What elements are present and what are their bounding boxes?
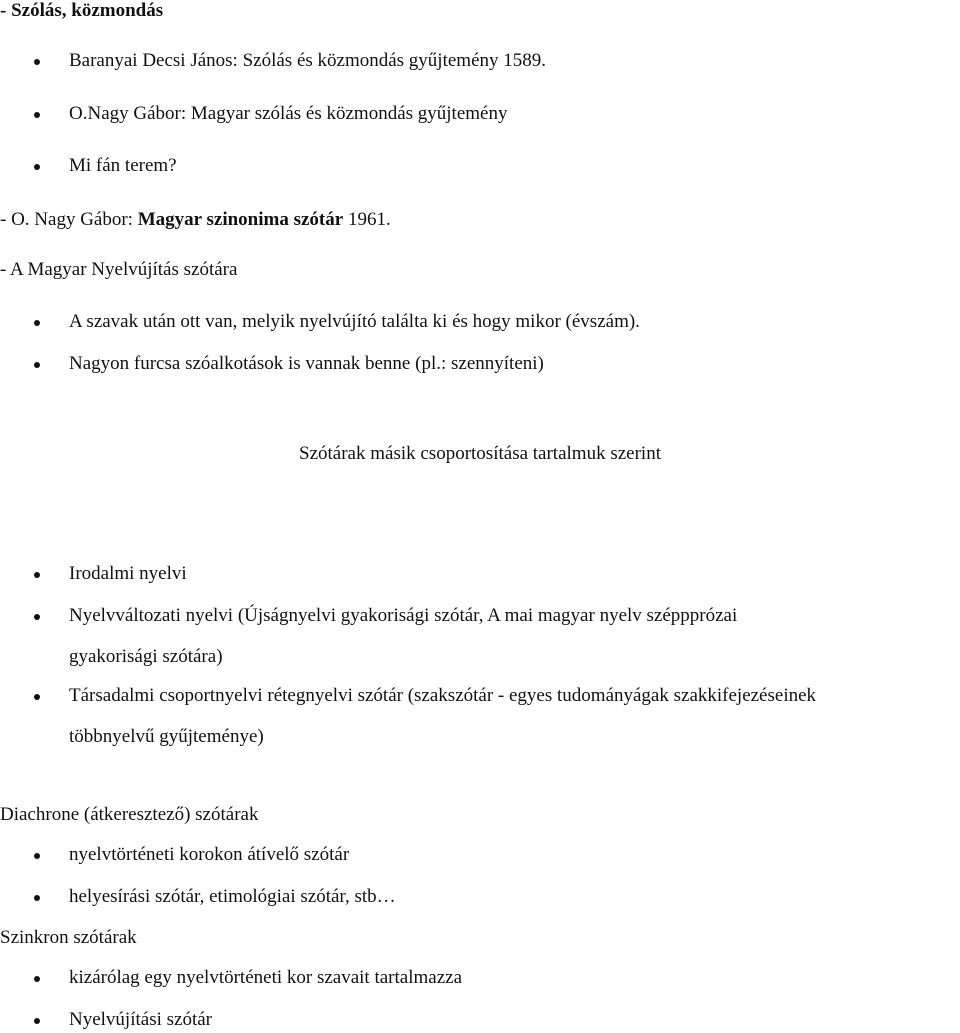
- bullet-icon: [34, 112, 40, 118]
- line-suffix: 1961.: [343, 209, 391, 230]
- bullet-icon: [34, 362, 40, 368]
- list-item-text: Nyelvváltozati nyelvi (Újságnyelvi gyakorisági szótár, A mai magyar nyelv széppprózai: [69, 605, 738, 626]
- bullet-icon: [34, 694, 40, 700]
- list-item-text: helyesírási szótár, etimológiai szótár, stb…: [69, 886, 396, 907]
- heading-diachrone: Diachrone (átkeresztező) szótárak: [0, 804, 259, 825]
- heading-nyelvujitas-szotara: [0, 259, 237, 281]
- line-szinonima-szotar: [0, 209, 391, 231]
- list-item-text: nyelvtörténeti korokon átívelő szótár: [69, 844, 350, 865]
- line-prefix: - O. Nagy Gábor:: [0, 209, 138, 230]
- heading-text: - Szólás, közmondás: [0, 0, 164, 21]
- list-item-text: Nyelvújítási szótár: [69, 1009, 212, 1030]
- bullet-icon: [34, 59, 40, 65]
- heading-text: - A Magyar Nyelvújítás szótára: [0, 259, 238, 280]
- heading-szinkron: Szinkron szótárak: [0, 927, 137, 948]
- section-title: Szótárak másik csoportosítása tartalmuk szerint: [299, 443, 661, 464]
- bullet-icon: [34, 853, 40, 859]
- list-item-text: Társadalmi csoportnyelvi rétegnyelvi szótár (szakszótár - egyes tudományágak szakkifejezéseinek: [69, 685, 817, 706]
- bullet-icon: [34, 164, 40, 170]
- bullet-icon: [34, 614, 40, 620]
- list-item-text: Baranyai Decsi János: Szólás és közmondás gyűjtemény 1589.: [69, 50, 547, 71]
- bullet-icon: [34, 320, 40, 326]
- list-item-text: A szavak után ott van, melyik nyelvújító találta ki és hogy mikor (évszám).: [69, 311, 640, 332]
- list-item-text: O.Nagy Gábor: Magyar szólás és közmondás gyűjtemény: [69, 103, 508, 124]
- line-bold-title: Magyar szinonima szótár: [137, 209, 344, 230]
- list-item-text: Mi fán terem?: [69, 155, 177, 176]
- list-item-text: Nagyon furcsa szóalkotások is vannak benne (pl.: szennyíteni): [69, 353, 544, 374]
- bullet-icon: [34, 895, 40, 901]
- bullet-icon: [34, 976, 40, 982]
- list-item-continuation: többnyelvű gyűjteménye): [69, 726, 264, 747]
- bullet-icon: [34, 1018, 40, 1024]
- list-item-text: Irodalmi nyelvi: [69, 563, 187, 584]
- heading-szolas-kozmondas: [0, 0, 163, 22]
- list-item-continuation: gyakorisági szótára): [69, 646, 223, 667]
- list-item-text: kizárólag egy nyelvtörténeti kor szavait tartalmazza: [69, 967, 463, 988]
- bullet-icon: [34, 572, 40, 578]
